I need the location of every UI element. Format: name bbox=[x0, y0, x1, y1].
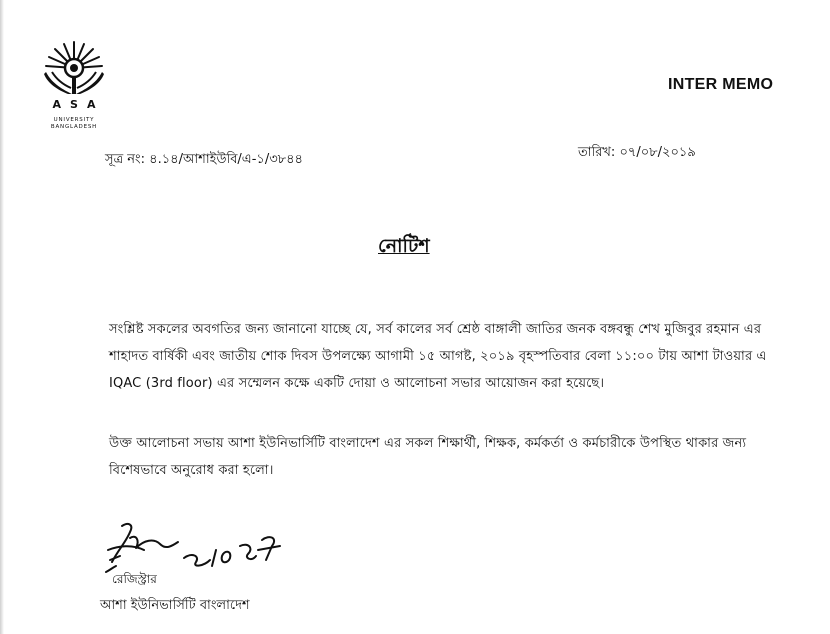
scan-edge-shadow bbox=[0, 0, 4, 634]
logo-subtitle-country: BANGLADESH bbox=[50, 124, 98, 130]
notice-paragraph-2: উক্ত আলোচনা সভায় আশা ইউনিভার্সিটি বাংলাদেশ এর সকল শিক্ষার্থী, শিক্ষক, কর্মকর্তা ও কর্মচারীকে উপস্থিত থাকার জন্য বিশেষভাবে অনুরোধ করা হলো। bbox=[109, 436, 747, 478]
logo-wordmark: ASA bbox=[52, 98, 105, 111]
memo-heading: INTER MEMO bbox=[668, 76, 774, 93]
reference-number: সূত্র নং: ৪.১৪/আশাইউবি/এ-১/৩৮৪৪ bbox=[105, 152, 303, 167]
notice-title: নোটিশ bbox=[378, 235, 430, 257]
sunburst-hands-icon bbox=[42, 38, 106, 96]
logo-subtitle-university: UNIVERSITY bbox=[53, 117, 95, 123]
signatory-designation: রেজিস্ট্রার bbox=[112, 572, 157, 586]
memo-date: তারিখ: ০৭/০৮/২০১৯ bbox=[578, 145, 696, 160]
signatory-organization: আশা ইউনিভার্সিটি বাংলাদেশ bbox=[100, 598, 250, 613]
notice-paragraph-1: সংশ্লিষ্ট সকলের অবগতির জন্য জানানো যাচ্ছে যে, সর্ব কালের সর্ব শ্রেষ্ঠ বাঙ্গালী জাতির জনক বঙ্গবন্ধু শেখ মুজিবুর রহমান এর শাহাদত বার্ষিকী এবং জাতীয় শোক দিবস উপলক্ষ্যে আগামী ১৫ আগষ্ট, ২০১৯ বৃহস্পতিবার বেলা ১১:০০ টায় আশা টাওয়ার এ IQAC (3rd floor) এর সম্মেলন কক্ষে একটি দোয়া ও আলোচনা সভার আয়োজন করা হয়েছে। bbox=[109, 322, 767, 391]
university-logo bbox=[38, 38, 110, 138]
